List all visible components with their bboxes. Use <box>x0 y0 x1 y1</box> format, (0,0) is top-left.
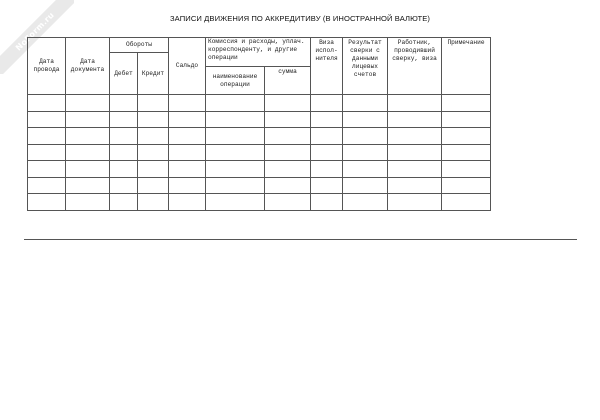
table-cell <box>169 144 206 161</box>
table-cell <box>388 95 442 112</box>
table-cell <box>169 194 206 211</box>
table-cell <box>343 128 388 145</box>
table-cell <box>206 194 265 211</box>
table-cell <box>265 194 311 211</box>
header-document-date: Дата документа <box>66 38 110 95</box>
table-cell <box>265 177 311 194</box>
table-cell <box>206 177 265 194</box>
table-cell <box>138 95 169 112</box>
table-cell <box>138 111 169 128</box>
table-cell <box>442 128 491 145</box>
table-cell <box>138 144 169 161</box>
table-cell <box>343 144 388 161</box>
table-cell <box>388 128 442 145</box>
table-cell <box>169 95 206 112</box>
table-cell <box>311 128 343 145</box>
table-cell <box>169 161 206 178</box>
ledger-table <box>27 37 491 211</box>
watermark-text: NoForm.ru <box>0 0 74 74</box>
table-cell <box>388 177 442 194</box>
header-balance: Сальдо <box>169 38 206 95</box>
table-cell <box>388 194 442 211</box>
table-cell <box>388 161 442 178</box>
table-cell <box>138 194 169 211</box>
table-row <box>28 128 491 145</box>
horizontal-rule <box>24 239 577 240</box>
table-cell <box>28 177 66 194</box>
table-cell <box>442 194 491 211</box>
table-cell <box>442 144 491 161</box>
table-cell <box>110 177 138 194</box>
table-row <box>28 161 491 178</box>
table-cell <box>311 194 343 211</box>
table-cell <box>343 177 388 194</box>
table-cell <box>265 95 311 112</box>
table-cell <box>343 194 388 211</box>
table-cell <box>169 111 206 128</box>
table-cell <box>138 161 169 178</box>
table-cell <box>442 161 491 178</box>
table-cell <box>442 95 491 112</box>
table-cell <box>28 128 66 145</box>
table-cell <box>311 144 343 161</box>
table-cell <box>388 111 442 128</box>
header-verifying-employee: Работник, проводивший сверку, виза <box>388 38 442 95</box>
table-cell <box>28 95 66 112</box>
table-row <box>28 177 491 194</box>
header-commissions: Комиссия и расходы, уплач. корреспонденту, и другие операции <box>206 38 311 67</box>
header-notes: Примечание <box>442 38 491 95</box>
table-cell <box>343 111 388 128</box>
table-cell <box>388 144 442 161</box>
header-amount: сумма <box>265 67 311 95</box>
table-cell <box>66 128 110 145</box>
table-cell <box>28 144 66 161</box>
table-cell <box>265 128 311 145</box>
header-turnover: Обороты <box>110 38 169 53</box>
table-cell <box>442 177 491 194</box>
header-debit: Дебет <box>110 53 138 95</box>
table-cell <box>206 161 265 178</box>
table-cell <box>110 144 138 161</box>
table-cell <box>442 111 491 128</box>
table-row <box>28 194 491 211</box>
table-cell <box>66 194 110 211</box>
table-row <box>28 111 491 128</box>
table-cell <box>110 111 138 128</box>
ledger-body <box>28 95 491 211</box>
table-cell <box>28 194 66 211</box>
table-cell <box>343 95 388 112</box>
table-row <box>28 144 491 161</box>
table-cell <box>66 95 110 112</box>
table-cell <box>206 128 265 145</box>
table-cell <box>311 177 343 194</box>
header-operation-name: наименование операции <box>206 67 265 95</box>
table-cell <box>110 95 138 112</box>
table-cell <box>206 144 265 161</box>
table-cell <box>311 161 343 178</box>
table-cell <box>66 111 110 128</box>
table-cell <box>28 161 66 178</box>
header-executor-visa: Виза испол- нителя <box>311 38 343 95</box>
table-cell <box>265 144 311 161</box>
table-cell <box>138 128 169 145</box>
table-cell <box>311 111 343 128</box>
table-row <box>28 95 491 112</box>
table-cell <box>66 177 110 194</box>
table-cell <box>206 95 265 112</box>
table-cell <box>169 177 206 194</box>
document-title: ЗАПИСИ ДВИЖЕНИЯ ПО АККРЕДИТИВУ (В ИНОСТРАННОЙ ВАЛЮТЕ) <box>169 14 431 23</box>
table-cell <box>66 161 110 178</box>
table-cell <box>110 161 138 178</box>
table-cell <box>343 161 388 178</box>
table-cell <box>66 144 110 161</box>
table-cell <box>169 128 206 145</box>
header-posting-date: Дата проводa <box>28 38 66 95</box>
header-reconciliation-result: Результат сверки с данными лицевых счетов <box>343 38 388 95</box>
table-cell <box>28 111 66 128</box>
table-cell <box>265 161 311 178</box>
table-cell <box>110 194 138 211</box>
table-cell <box>206 111 265 128</box>
table-cell <box>311 95 343 112</box>
table-cell <box>110 128 138 145</box>
table-cell <box>138 177 169 194</box>
header-credit: Кредит <box>138 53 169 95</box>
table-cell <box>265 111 311 128</box>
